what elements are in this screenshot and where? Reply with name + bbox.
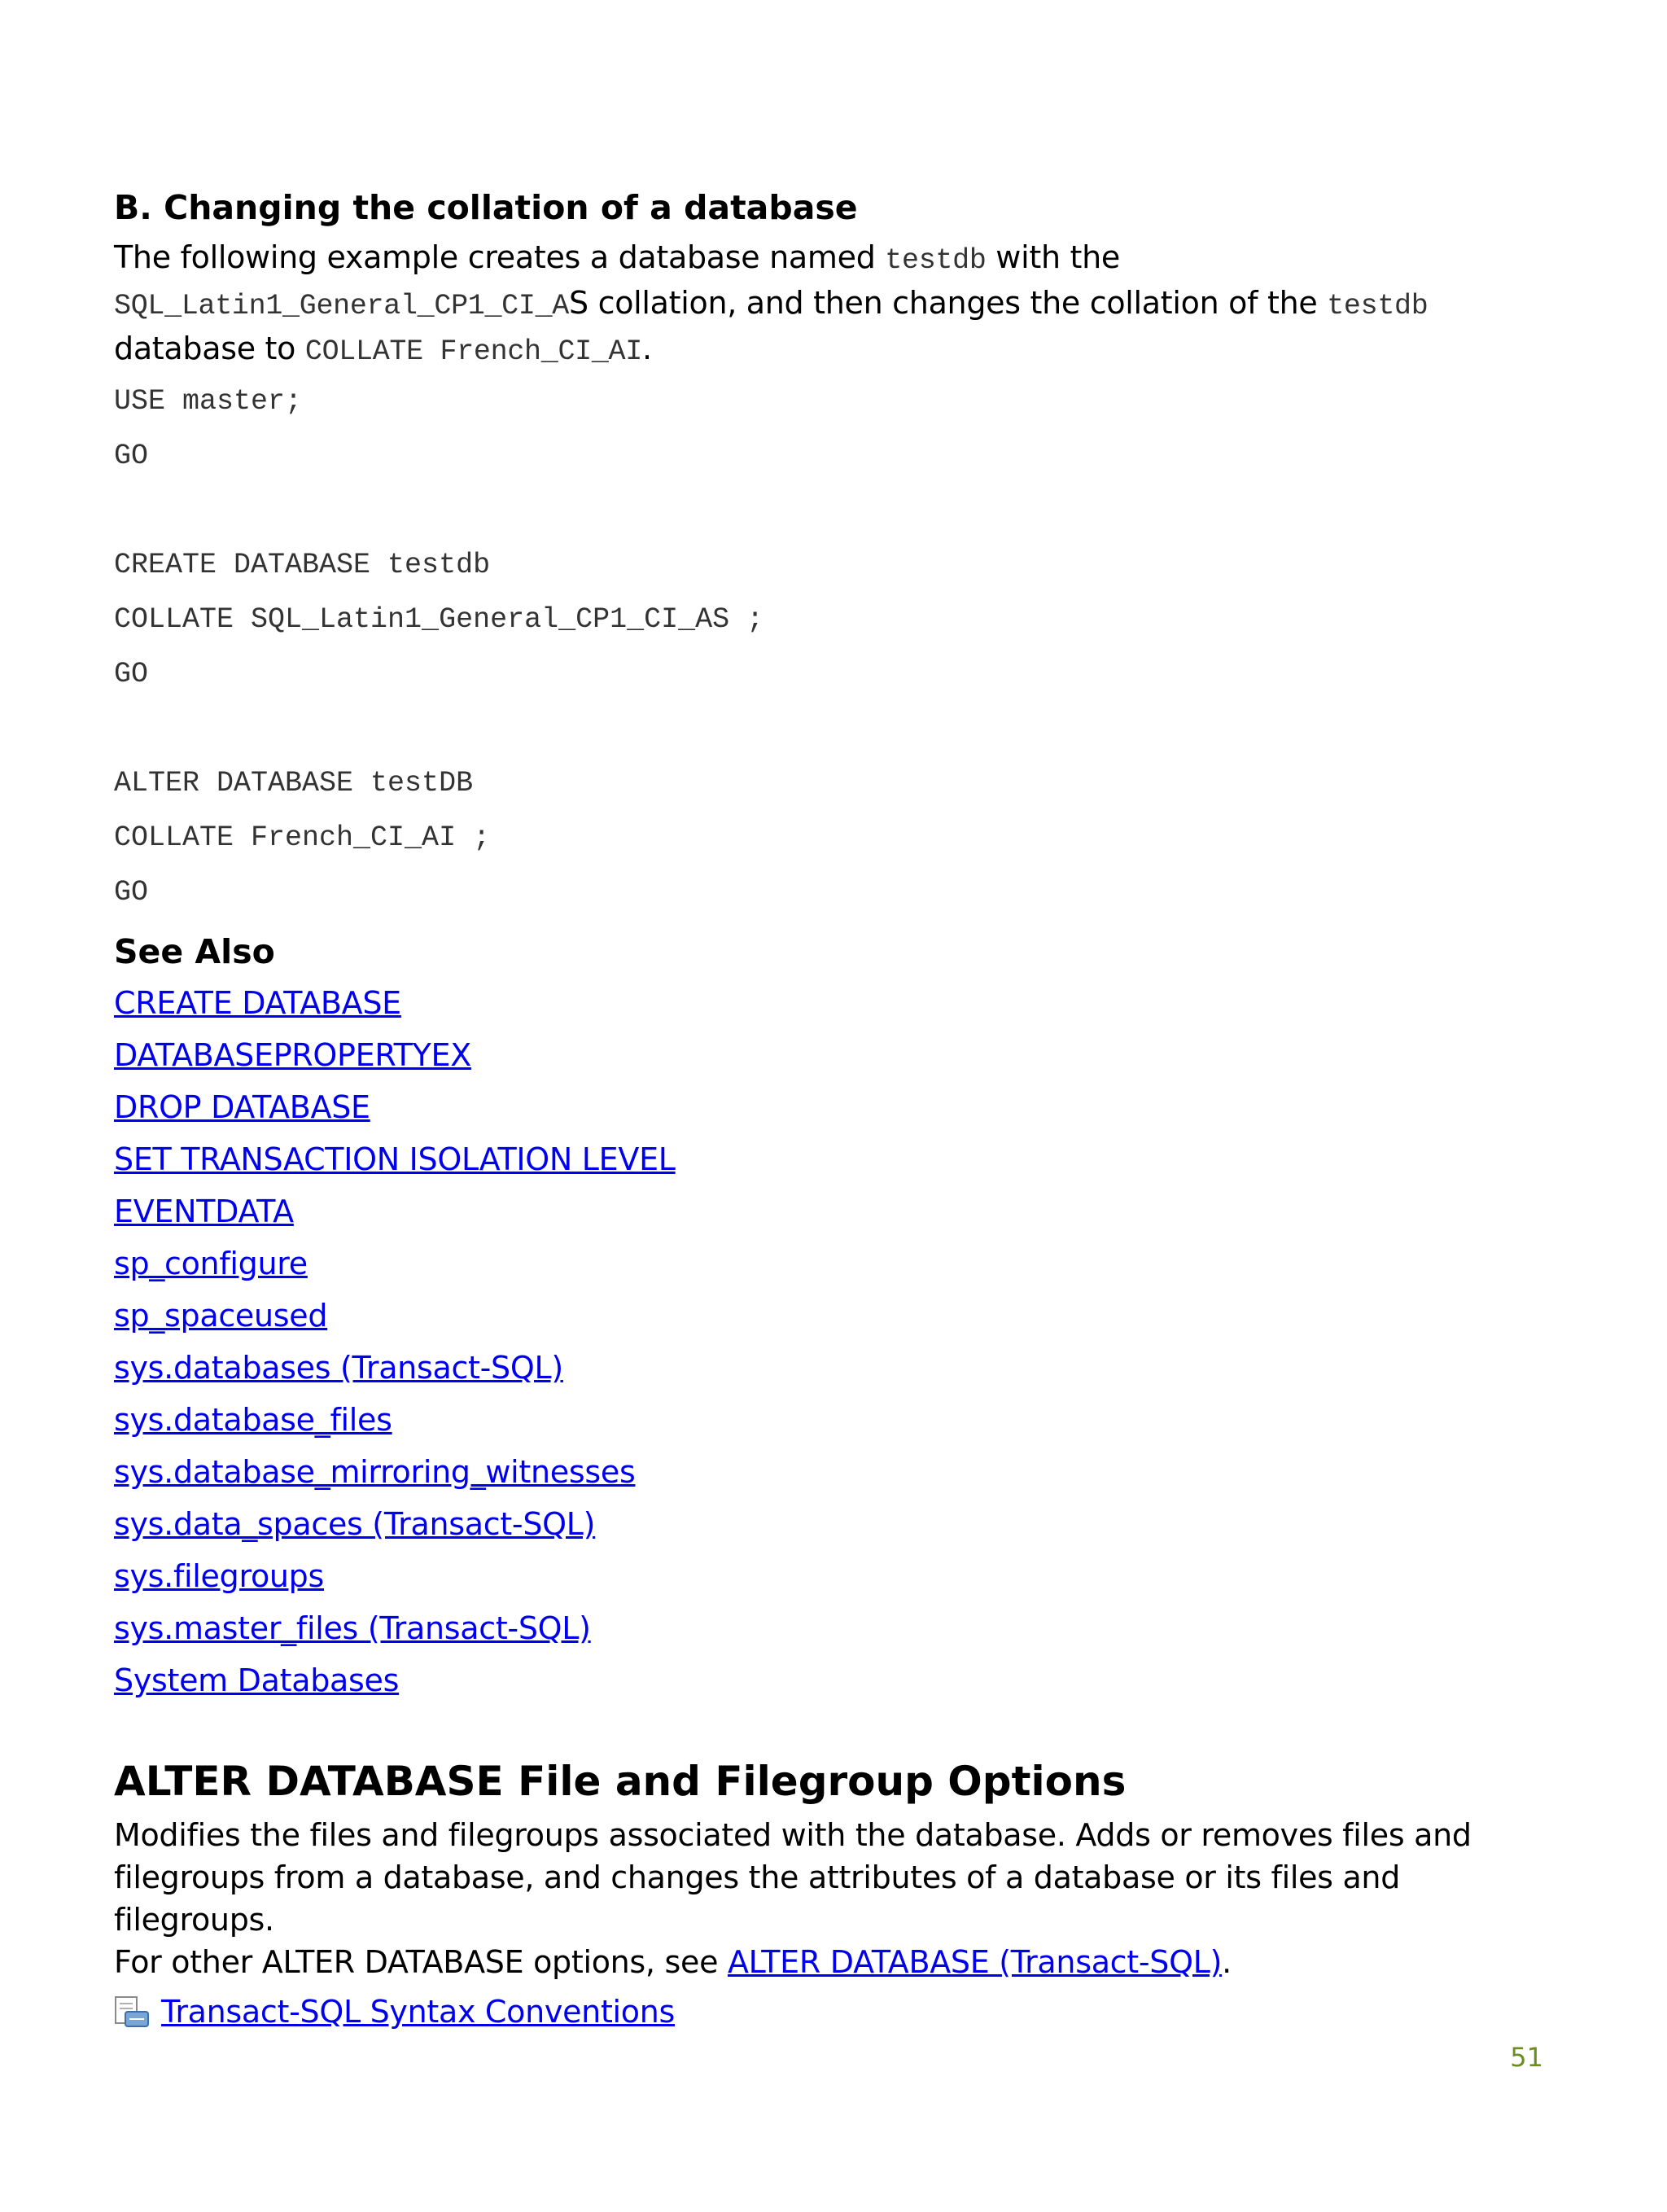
desc-code-testdb: testdb <box>885 244 987 277</box>
section-heading-changing-collation: B. Changing the collation of a database <box>114 188 858 227</box>
desc-text-2: with the <box>986 239 1120 275</box>
syntax-conventions-icon <box>114 1995 150 2028</box>
alter-desc-line-2: filegroups from a database, and changes the attributes of a database or its files and filegroups. <box>114 1859 1401 1938</box>
link-databasepropertyex[interactable]: DATABASEPROPERTYEX <box>114 1037 471 1073</box>
link-create-database[interactable]: CREATE DATABASE <box>114 985 401 1021</box>
link-sys-filegroups[interactable]: sys.filegroups <box>114 1558 324 1594</box>
code-line: COLLATE SQL_Latin1_General_CP1_CI_AS ; <box>114 603 764 636</box>
link-sp-spaceused[interactable]: sp_spaceused <box>114 1298 328 1334</box>
code-line-blank <box>114 702 1547 756</box>
see-also-heading: See Also <box>114 932 275 971</box>
code-line: CREATE DATABASE testdb <box>114 549 491 581</box>
link-sys-database-files[interactable]: sys.database_files <box>114 1402 392 1438</box>
alter-desc-line-3-suffix: . <box>1222 1944 1232 1980</box>
see-also-links <box>114 977 1547 1706</box>
code-line-blank <box>114 484 1547 538</box>
document-page <box>114 186 1547 2035</box>
link-set-transaction-isolation-level[interactable]: SET TRANSACTION ISOLATION LEVEL <box>114 1141 676 1177</box>
alter-desc-line-1: Modifies the files and filegroups associated with the database. Adds or removes files and <box>114 1817 1472 1853</box>
code-line: GO <box>114 876 149 909</box>
code-line: GO <box>114 658 149 690</box>
alter-section-description <box>114 1814 1547 1983</box>
link-transact-sql-syntax-conventions[interactable]: Transact-SQL Syntax Conventions <box>161 1994 676 2030</box>
syntax-conventions-row <box>114 1988 1547 2035</box>
link-eventdata[interactable]: EVENTDATA <box>114 1194 294 1229</box>
link-system-databases[interactable]: System Databases <box>114 1662 400 1698</box>
code-block <box>114 375 1547 920</box>
desc-code-collation: SQL_Latin1_General_CP1_CI_A <box>114 290 569 322</box>
code-line: COLLATE French_CI_AI ; <box>114 821 491 854</box>
link-alter-database-transact-sql[interactable]: ALTER DATABASE (Transact-SQL) <box>727 1944 1223 1980</box>
desc-text-1: The following example creates a database named <box>114 239 886 275</box>
desc-text-4: database to <box>114 331 305 366</box>
section-heading-alter-database-file-options: ALTER DATABASE File and Filegroup Options <box>114 1758 1127 1805</box>
link-sys-data-spaces[interactable]: sys.data_spaces (Transact-SQL) <box>114 1506 596 1542</box>
code-line: GO <box>114 440 149 472</box>
link-sys-databases[interactable]: sys.databases (Transact-SQL) <box>114 1350 563 1386</box>
code-line: ALTER DATABASE testDB <box>114 767 474 799</box>
link-sys-master-files[interactable]: sys.master_files (Transact-SQL) <box>114 1610 591 1646</box>
desc-code-testdb-2: testdb <box>1327 290 1429 322</box>
alter-desc-line-3-prefix: For other ALTER DATABASE options, see <box>114 1944 728 1980</box>
link-sp-configure[interactable]: sp_configure <box>114 1246 308 1281</box>
code-line: USE master; <box>114 385 303 418</box>
desc-text-5: . <box>641 331 652 366</box>
desc-code-french: COLLATE French_CI_AI <box>304 335 642 368</box>
link-drop-database[interactable]: DROP DATABASE <box>114 1089 370 1125</box>
link-sys-database-mirroring-witnesses[interactable]: sys.database_mirroring_witnesses <box>114 1454 636 1490</box>
page-number: 51 <box>1510 2042 1543 2073</box>
desc-text-3: S collation, and then changes the collation of the <box>569 285 1328 321</box>
section-description <box>114 236 1547 373</box>
